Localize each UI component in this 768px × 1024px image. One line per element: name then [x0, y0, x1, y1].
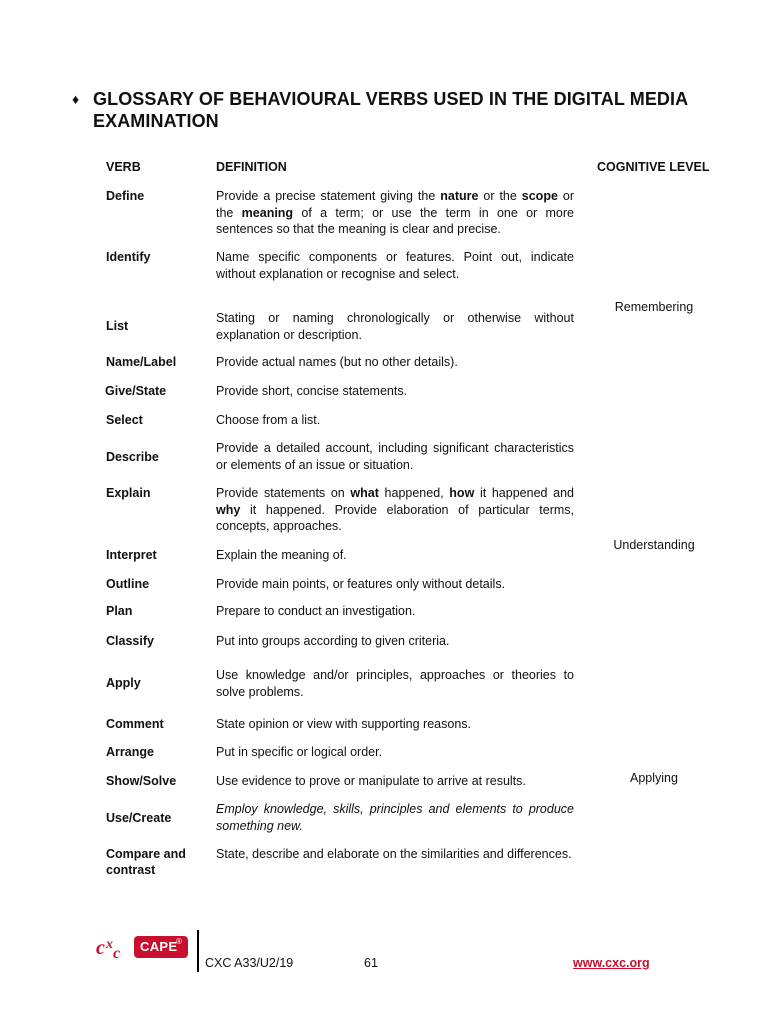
definition-keyword: why [216, 502, 241, 517]
definition-select [216, 412, 574, 429]
definition-text: it happened. Provide elaboration of particular terms, concepts, approaches. [216, 502, 574, 533]
definition-text: it happened and [474, 486, 574, 500]
definition-text: State opinion or view with supporting reasons. [216, 717, 472, 731]
verb-arrange: Arrange [106, 745, 154, 759]
verb-outline: Outline [106, 577, 150, 591]
definition-keyword: meaning [241, 205, 294, 220]
page-footer [0, 930, 768, 990]
verb-use-create: Use/Create [106, 811, 172, 825]
svg-text:c: c [113, 945, 121, 962]
verb-list: List [106, 319, 129, 333]
definition-text: Name specific components or features. Point out, indicate without explanation or recognise and select. [216, 250, 574, 281]
definition-text: Put into groups according to given criteria. [216, 634, 450, 648]
verb-classify: Classify [106, 634, 154, 648]
verb-compare-contrast: Compare and contrast [106, 847, 186, 877]
definition-text: happened, [378, 486, 450, 500]
verb-select: Select [106, 413, 143, 427]
definition-arrange [216, 744, 574, 761]
definition-keyword: what [350, 486, 379, 500]
definition-text: Explain the meaning of. [216, 548, 347, 562]
definition-name-label [216, 354, 574, 371]
definition-plan [216, 603, 574, 620]
definition-text: Provide actual names (but no other details). [216, 355, 458, 369]
definition-text: State, describe and elaborate on the similarities and differences. [216, 847, 572, 861]
glossary-title: GLOSSARY OF BEHAVIOURAL VERBS USED IN THE DIGITAL MEDIA EXAMINATION [93, 89, 688, 131]
definition-keyword: scope [521, 189, 558, 203]
definition-text: Use knowledge and/or principles, approaches or theories to solve problems. [216, 668, 574, 699]
definition-text: or the [478, 189, 522, 203]
column-header-definition: DEFINITION [216, 160, 287, 174]
verb-give-state: Give/State [105, 384, 167, 398]
diamond-bullet-icon: ♦ [72, 91, 80, 107]
definition-define [216, 188, 574, 238]
definition-keyword: nature [440, 189, 479, 203]
definition-text: Employ knowledge, skills, principles and elements to produce something new. [216, 802, 574, 833]
definition-text: Stating or naming chronologically or otherwise without explanation or description. [216, 311, 574, 342]
definition-keyword: how [449, 486, 475, 500]
registered-mark: ® [176, 937, 182, 946]
definition-list [216, 310, 574, 343]
definition-text: Provide statements on [216, 486, 351, 500]
definition-text: Put in specific or logical order. [216, 745, 383, 759]
level-remembering: Remembering [614, 300, 694, 314]
definition-identify [216, 249, 574, 282]
definition-text: Choose from a list. [216, 413, 321, 427]
definition-use-create [216, 801, 574, 834]
verb-apply: Apply [106, 676, 141, 690]
definition-text: Prepare to conduct an investigation. [216, 604, 416, 618]
svg-text:x: x [106, 937, 113, 952]
verb-plan: Plan [106, 604, 133, 618]
verb-name-label: Name/Label [106, 355, 177, 369]
definition-apply [216, 667, 574, 700]
column-header-verb: VERB [106, 160, 141, 174]
cxc-website-link[interactable]: www.cxc.org [573, 956, 650, 970]
definition-text: of a term; or use the term in one or more sentences so that the meaning is clear and precise. [216, 205, 574, 236]
definition-text: Provide main points, or features only without details. [216, 577, 506, 591]
definition-text: Provide short, concise statements. [216, 384, 408, 398]
page-number: 61 [364, 956, 378, 970]
verb-describe: Describe [106, 450, 159, 464]
definition-compare-contrast [216, 846, 574, 863]
definition-text: Provide a precise statement giving the [216, 189, 441, 203]
definition-interpret [216, 547, 574, 564]
definition-give-state [216, 383, 574, 400]
definition-text: or the [216, 189, 574, 220]
svg-text:c: c [96, 937, 105, 959]
cape-logo-text: CAPE [140, 939, 178, 954]
document-code: CXC A33/U2/19 [205, 956, 294, 970]
column-header-cognitive-level: COGNITIVE LEVEL [597, 160, 710, 174]
level-understanding: Understanding [613, 538, 695, 552]
cxc-cape-logo [96, 934, 188, 962]
definition-text: Use evidence to prove or manipulate to arrive at results. [216, 774, 526, 788]
verb-comment: Comment [106, 717, 164, 731]
verb-interpret: Interpret [106, 548, 157, 562]
footer-divider [197, 930, 199, 972]
verb-identify: Identify [106, 250, 151, 264]
definition-describe [216, 440, 574, 473]
definition-text: Provide a detailed account, including significant characteristics or elements of an issue or situation. [216, 441, 574, 472]
definition-classify [216, 633, 574, 650]
level-applying: Applying [630, 771, 678, 785]
verb-explain: Explain [106, 486, 151, 500]
definition-outline [216, 576, 574, 593]
definition-show-solve [216, 773, 574, 790]
definition-explain [216, 485, 574, 535]
verb-define: Define [106, 189, 145, 203]
definition-comment [216, 716, 574, 733]
verb-show-solve: Show/Solve [106, 774, 177, 788]
